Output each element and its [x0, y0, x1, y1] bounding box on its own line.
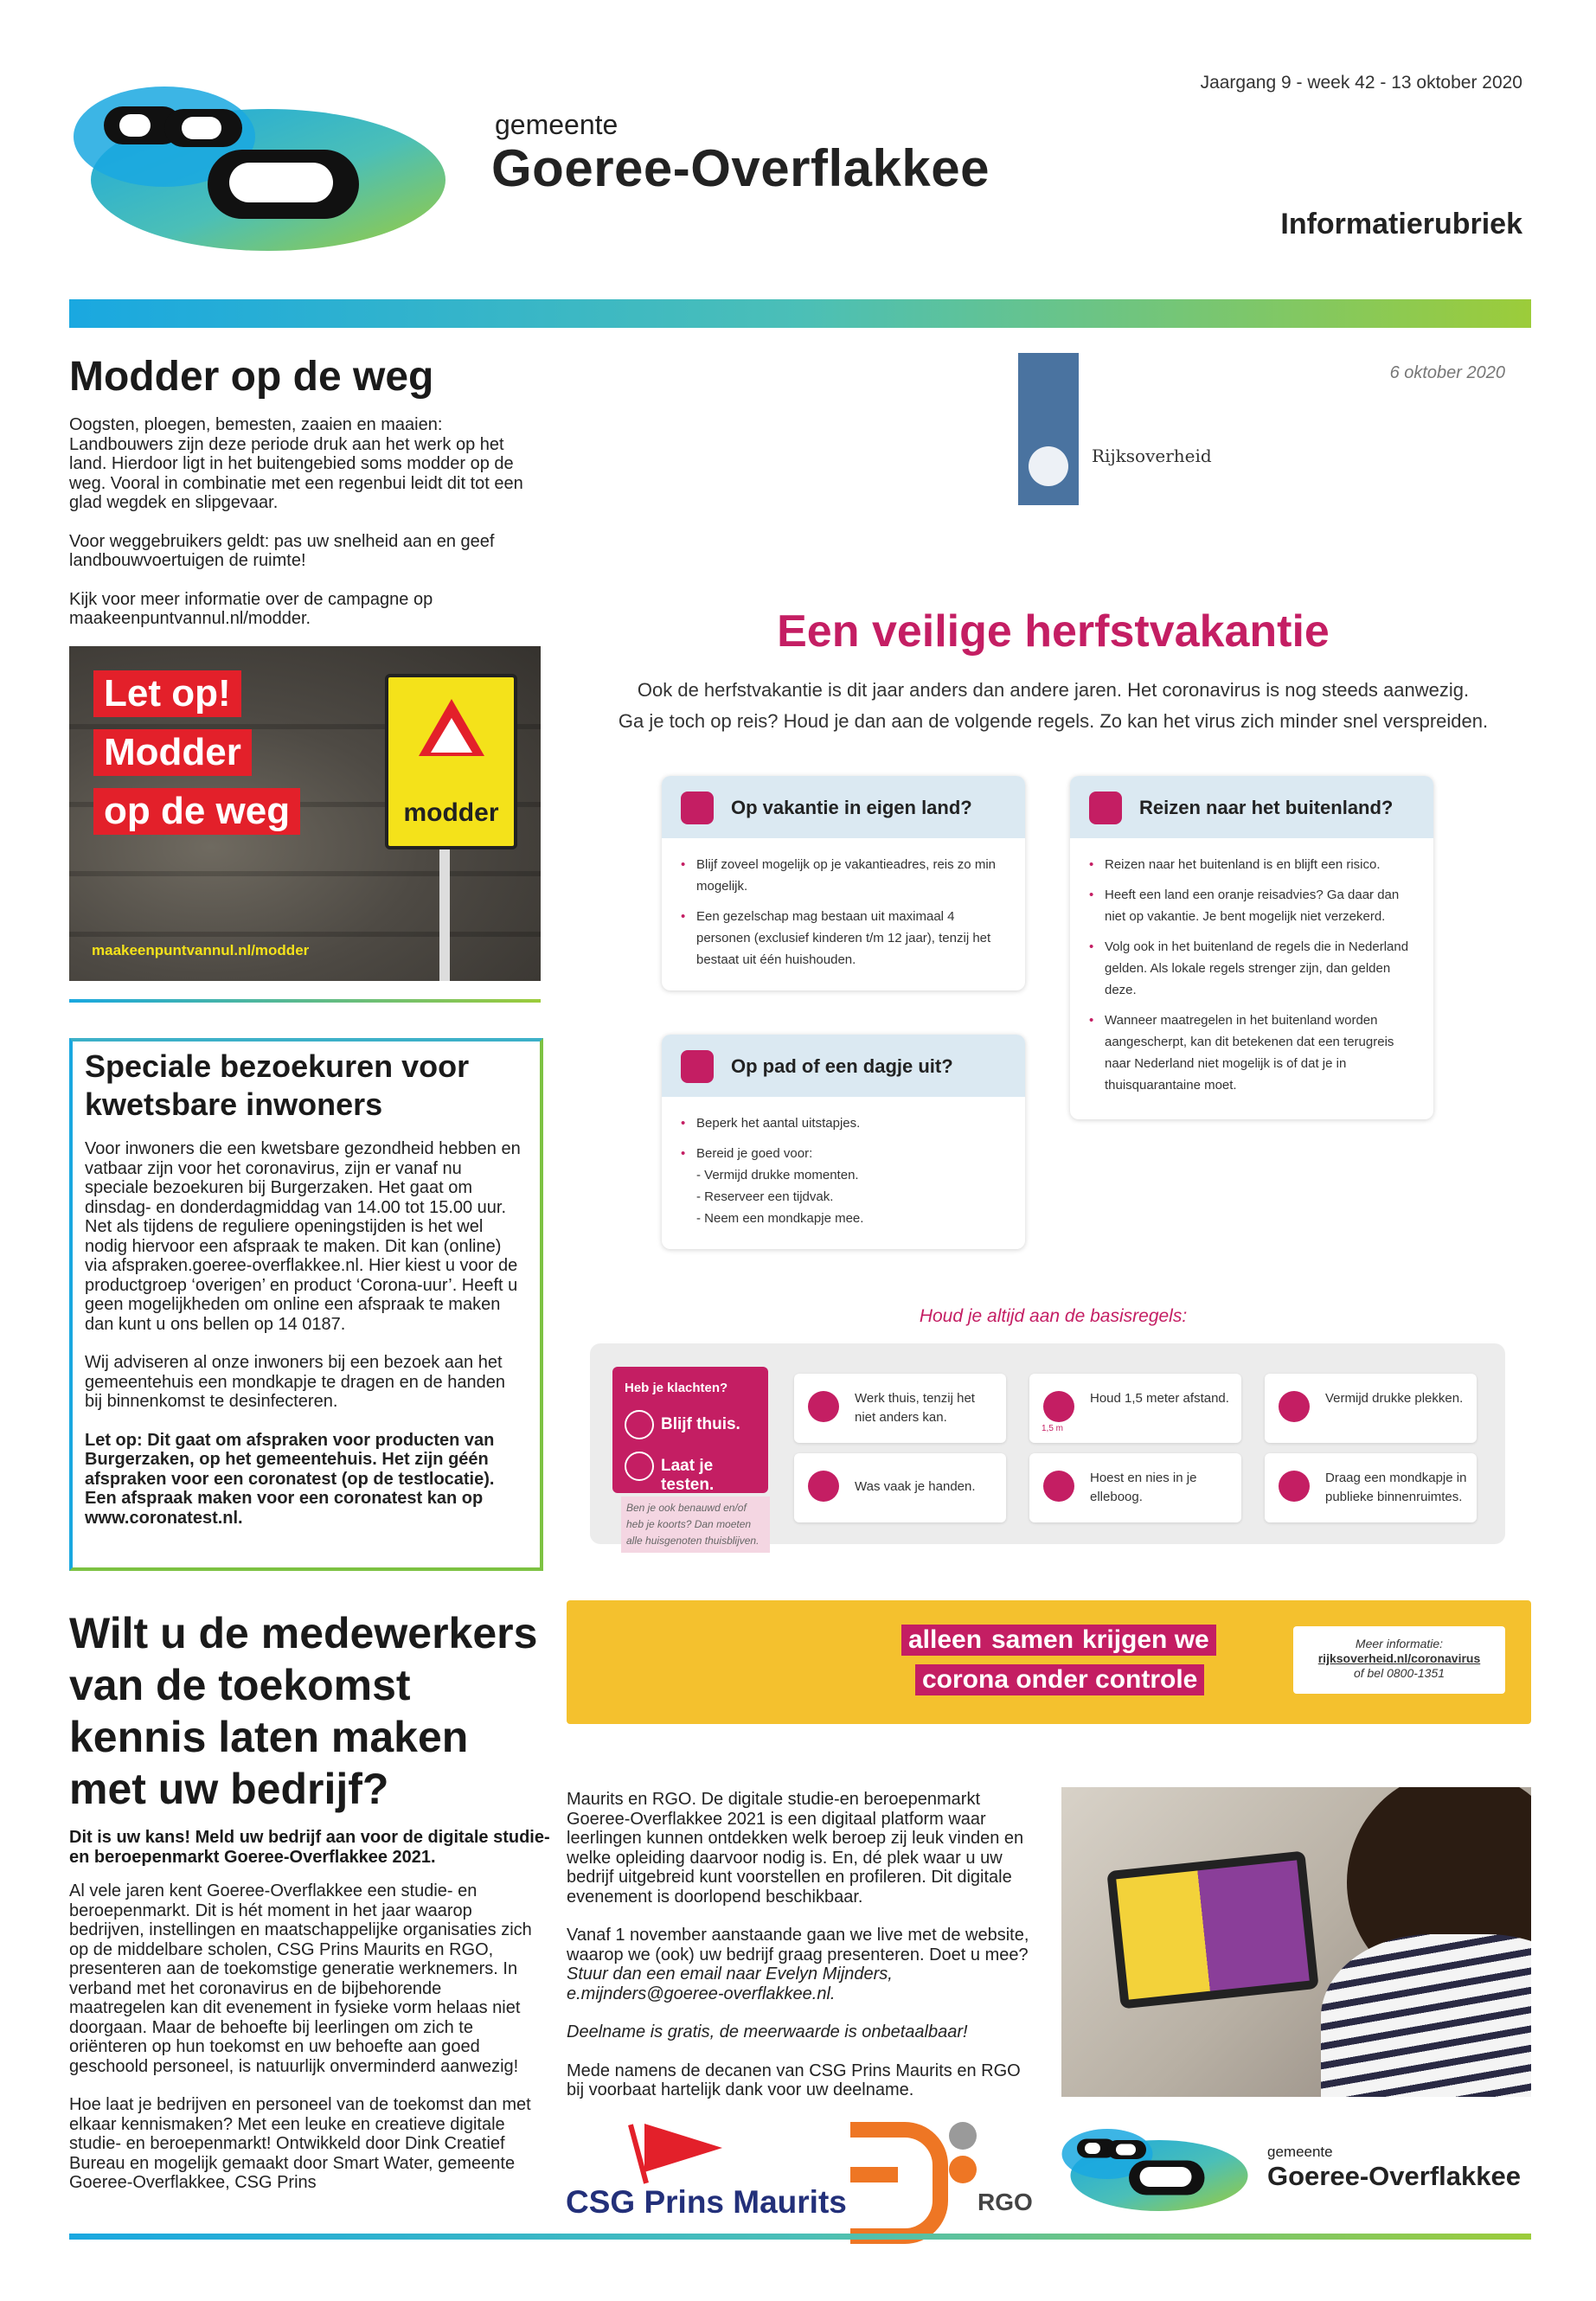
issue-info: Jaargang 9 - week 42 - 13 oktober 2020 [1200, 73, 1522, 93]
article-title-jobs: Wilt u de medewerkers van de toekomst kennis laten maken met uw bedrijf? [69, 1609, 538, 1813]
card-title: Op vakantie in eigen land? [731, 797, 972, 818]
paragraph: Mede namens de decanen van CSG Prins Maurits en RGO bij voorbaat hartelijk dank voor uw deelname. [567, 2061, 1021, 2099]
image-headline-3: op de weg [93, 788, 300, 835]
paragraph [567, 1926, 1038, 2003]
article-title-mud: Modder op de weg [69, 354, 434, 400]
brand-title-footer: Goeree-Overflakkee [1267, 2161, 1521, 2191]
slogan-word: krijgen we [1075, 1625, 1216, 1656]
info-url[interactable]: rijksoverheid.nl/coronavirus [1317, 1651, 1481, 1665]
subtitle-line: Ga je toch op reis? Houd je dan aan de volgende regels. Zo kan het virus zich minder snel verspreiden. [618, 710, 1489, 732]
contact-line: Stuur dan een email naar Evelyn Mijnders, e.mijnders@goeree-overflakkee.nl. [567, 1965, 893, 2003]
test-icon [625, 1452, 654, 1481]
rijksoverheid-name: Rijksoverheid [1092, 445, 1212, 466]
rgo-logo-mark [850, 2122, 948, 2244]
laptop-icon [808, 1391, 839, 1422]
complaints-box [612, 1367, 768, 1493]
brand-small: gemeente [495, 109, 619, 140]
campaign-subtitle [567, 675, 1540, 737]
sign-pole [439, 843, 450, 981]
rule-text: Hoest en nies in je elleboog. [1090, 1471, 1197, 1504]
article-body-visit [85, 1139, 526, 1547]
student-tablet-photo [1061, 1787, 1531, 2097]
subtitle-line: Ook de herfstvakantie is dit jaar anders dan andere jaren. Het coronavirus is nog steeds aanwezig. [637, 679, 1470, 701]
rgo-dot-icon [949, 2122, 977, 2150]
suitcase-icon [1089, 792, 1122, 824]
rule-text: Werk thuis, tenzij het niet anders kan. [855, 1391, 975, 1425]
card-abroad [1070, 776, 1433, 1119]
paragraph: Hoe laat je bedrijven en personeel van de toekomst dan met elkaar kennismaken? Met een leuke en creatieve digitale studie- en beroepenmarkt! Ontwikkeld door Dink Creatief Bureau en mogelijk gemaakt door Smart Water, gemeente Goeree-Overflakkee, CSG Prins [69, 2095, 531, 2192]
paragraph: Oogsten, ploegen, bemesten, zaaien en maaien: Landbouwers zijn deze periode druk aan het werk op het land. Hierdoor ligt in het buitengebied soms modder op de weg. Vooral in combinatie met een regenbui leidt dit tot een glad wegdek en slipgevaar. [69, 415, 523, 512]
warning-sign [385, 674, 517, 849]
article-body-mud [69, 415, 536, 648]
divider [69, 999, 541, 1003]
list-item: • Beperk het aantal uitstapjes. [696, 1112, 1008, 1134]
netherlands-map-icon [681, 792, 714, 824]
card-day-out [662, 1035, 1025, 1249]
brand-title: Goeree-Overflakkee [491, 139, 990, 197]
campaign-date: 6 oktober 2020 [1389, 363, 1505, 382]
rgo-logo-bar [850, 2167, 898, 2182]
list-item: • Volg ook in het buitenland de regels die in Nederland gelden. Als lokale regels strenger zijn, dan gelden deze. [1105, 936, 1416, 1001]
mud-campaign-image [69, 646, 541, 981]
list-item: • Reizen naar het buitenland is en blijft een risico. [1105, 854, 1416, 875]
ferris-wheel-icon [681, 1050, 714, 1083]
rule-text: Was vaak je handen. [855, 1479, 976, 1494]
basic-rules-title: Houd je altijd aan de basisregels: [919, 1306, 1188, 1326]
card-header [662, 1035, 1025, 1097]
rule-card [794, 1453, 1006, 1522]
rijksoverheid-logo-block [1018, 353, 1079, 505]
crowd-icon [1279, 1391, 1310, 1422]
campaign-title: Een veilige herfstvakantie [777, 606, 1330, 657]
image-headline-2: Modder [93, 729, 252, 776]
paragraph: Wij adviseren al onze inwoners bij een bezoek aan het gemeentehuis een mondkapje te dragen en de handen bij binnenkomst te desinfecteren. [85, 1353, 505, 1411]
photo-shirt [1321, 1934, 1531, 2097]
paragraph: Al vele jaren kent Goeree-Overflakkee een studie- en beroepenmarkt. Dit is hét moment in het jaar waarop bedrijven, instellingen en maatschappelijke organisaties zich op de middelbare scholen, CSG Prins Maurits en RGO, presenteren aan de toekomstige generatie werknemers. In verband met het coronavirus en de bijbehorende maatregelen kan dit evenement in fysieke vorm helaas niet doorgaan. Maar de behoefte bij leerlingen om zich te oriënteren op hun toekomst en uw behoefte aan goed geschoold personeel, is natuurlijk onverminderd aanwezig! [69, 1881, 532, 2076]
hand-wash-icon [808, 1471, 839, 1502]
list-item: • Wanneer maatregelen in het buitenland worden aangescherpt, kan dit betekenen dat een terugreis naar Nederland niet mogelijk is of dat je in thuisquarantaine moet. [1105, 1009, 1416, 1096]
municipality-logo-small [1060, 2124, 1250, 2214]
distance-icon [1043, 1391, 1074, 1422]
rule-card [1029, 1453, 1241, 1522]
rule-text: Houd 1,5 meter afstand. [1090, 1391, 1229, 1406]
info-label: Meer informatie: [1355, 1637, 1444, 1650]
rule-text: Draag een mondkapje in publieke binnenruimtes. [1325, 1471, 1467, 1504]
rule-card [1265, 1374, 1477, 1443]
info-phone: of bel 0800-1351 [1353, 1666, 1445, 1680]
paragraph: Voor weggebruikers geldt: pas uw snelheid aan en geef landbouwvoertuigen de ruimte! [69, 531, 495, 570]
rule-card [1029, 1374, 1241, 1443]
slogan-word: samen [984, 1625, 1080, 1656]
article-body-jobs-cont [567, 1790, 1038, 2119]
csg-flag-icon [644, 2124, 722, 2172]
article-lead-jobs: Dit is uw kans! Meld uw bedrijf aan voor de digitale studie- en beroepenmarkt Goeree-Overflakkee 2021. [69, 1828, 550, 1867]
section-label: Informatierubriek [1280, 208, 1522, 240]
card-list [662, 838, 1025, 971]
card-list [1070, 838, 1433, 1096]
list-item-text: Bereid je goed voor: [696, 1146, 813, 1161]
municipality-logo [69, 76, 450, 258]
distance-label: 1,5 m [1042, 1424, 1064, 1433]
list-item: • Een gezelschap mag bestaan uit maximaal 4 personen (exclusief kinderen t/m 12 jaar), tenzij het bestaat uit één huishouden. [696, 906, 1008, 971]
card-own-country [662, 776, 1025, 990]
rule-card [1265, 1453, 1477, 1522]
article-title-visit: Speciale bezoekuren voor kwetsbare inwoners [85, 1048, 470, 1122]
paragraph-part: Vanaf 1 november aanstaande gaan we live met de website, waarop we (ook) uw bedrijf graag presenteren. Doet u mee? [567, 1926, 1029, 1965]
rule-text: Vermijd drukke plekken. [1325, 1391, 1464, 1406]
gradient-divider [69, 299, 1531, 328]
card-header [1070, 776, 1433, 838]
face-mask-icon [1279, 1471, 1310, 1502]
sub-item: - Neem een mondkapje mee. [696, 1211, 864, 1226]
list-item: • Heeft een land een oranje reisadvies? Ga daar dan niet op vakantie. Je bent mogelijk niet verzekerd. [1105, 884, 1416, 927]
campaign-url: maakeenpuntvannul.nl/modder [92, 942, 310, 958]
info-card [1293, 1626, 1505, 1694]
tablet-device [1106, 1850, 1318, 2009]
rgo-logo-text: RGO [977, 2189, 1033, 2215]
rgo-dot-icon [949, 2156, 977, 2183]
paragraph-tagline: Deelname is gratis, de meerwaarde is onbetaalbaar! [567, 2022, 968, 2041]
card-header [662, 776, 1025, 838]
rule-card [794, 1374, 1006, 1443]
card-list [662, 1097, 1025, 1229]
house-icon [625, 1410, 654, 1439]
complaints-heading: Heb je klachten? [625, 1381, 728, 1395]
slippery-car-icon [431, 718, 472, 753]
csg-logo-text: CSG Prins Maurits [566, 2184, 847, 2220]
brand-small-footer: gemeente [1267, 2144, 1333, 2160]
stay-home: Blijf thuis. [661, 1415, 740, 1433]
complaints-note: Ben je ook benauwd en/of heb je koorts? Dan moeten alle huisgenoten thuisblijven. [621, 1497, 770, 1553]
paragraph: Voor inwoners die een kwetsbare gezondheid hebben en vatbaar zijn voor het coronavirus, zijn er vanaf nu speciale bezoekuren bij Burgerzaken. Het gaat om dinsdag- en donderdagmiddag van 14.00 tot 15.00 uur. Net als tijdens de reguliere openingstijden is het wel nodig hiervoor een afspraak te maken. Dit kan (online) via afspraken.goeree-overflakkee.nl. Hier kiest u voor de productgroep ‘overigen’ en product ‘Corona-uur’. Heeft u geen mogelijkheden om online een afspraak te maken dan kunt u ons bellen op 14 0187. [85, 1139, 521, 1334]
sub-item: - Vermijd drukke momenten. [696, 1168, 859, 1183]
sneeze-elbow-icon [1043, 1471, 1074, 1502]
card-title: Op pad of een dagje uit? [731, 1055, 953, 1077]
gradient-divider-bottom [69, 2234, 1531, 2240]
image-headline-1: Let op! [93, 670, 241, 717]
sign-label: modder [403, 798, 499, 827]
slogan-word: alleen [901, 1625, 989, 1656]
paragraph: Maurits en RGO. De digitale studie-en beroepenmarkt Goeree-Overflakkee 2021 is een digitaal platform waar leerlingen kunnen ontdekken welk beroep zij leuk vinden en welke opleiding daarvoor nodig is. En, dé plek waar u uw bedrijf uitgebreid kunt voorstellen en profileren. Dit digitale evenement is doorlopend beschikbaar. [567, 1790, 1024, 1907]
card-title: Reizen naar het buitenland? [1139, 797, 1394, 818]
paragraph: Kijk voor meer informatie over de campagne op maakeenpuntvannul.nl/modder. [69, 589, 433, 628]
crest-icon [1029, 446, 1068, 486]
tablet-screen [1116, 1860, 1309, 1999]
list-item: • Blijf zoveel mogelijk op je vakantieadres, reis zo min mogelijk. [696, 854, 1008, 897]
get-tested: Laat je testen. [661, 1457, 715, 1494]
list-item [696, 1143, 1008, 1229]
sub-item: - Reserveer een tijdvak. [696, 1189, 834, 1204]
paragraph-notice: Let op: Dit gaat om afspraken voor producten van Burgerzaken, op het gemeentehuis. Het zijn géén afspraken voor een coronatest (op de testlocatie). Een afspraak maken voor een coronatest kan op www.coronatest.nl. [85, 1430, 495, 1528]
article-body-jobs [69, 1881, 541, 2212]
slogan-word: corona onder controle [915, 1664, 1204, 1695]
